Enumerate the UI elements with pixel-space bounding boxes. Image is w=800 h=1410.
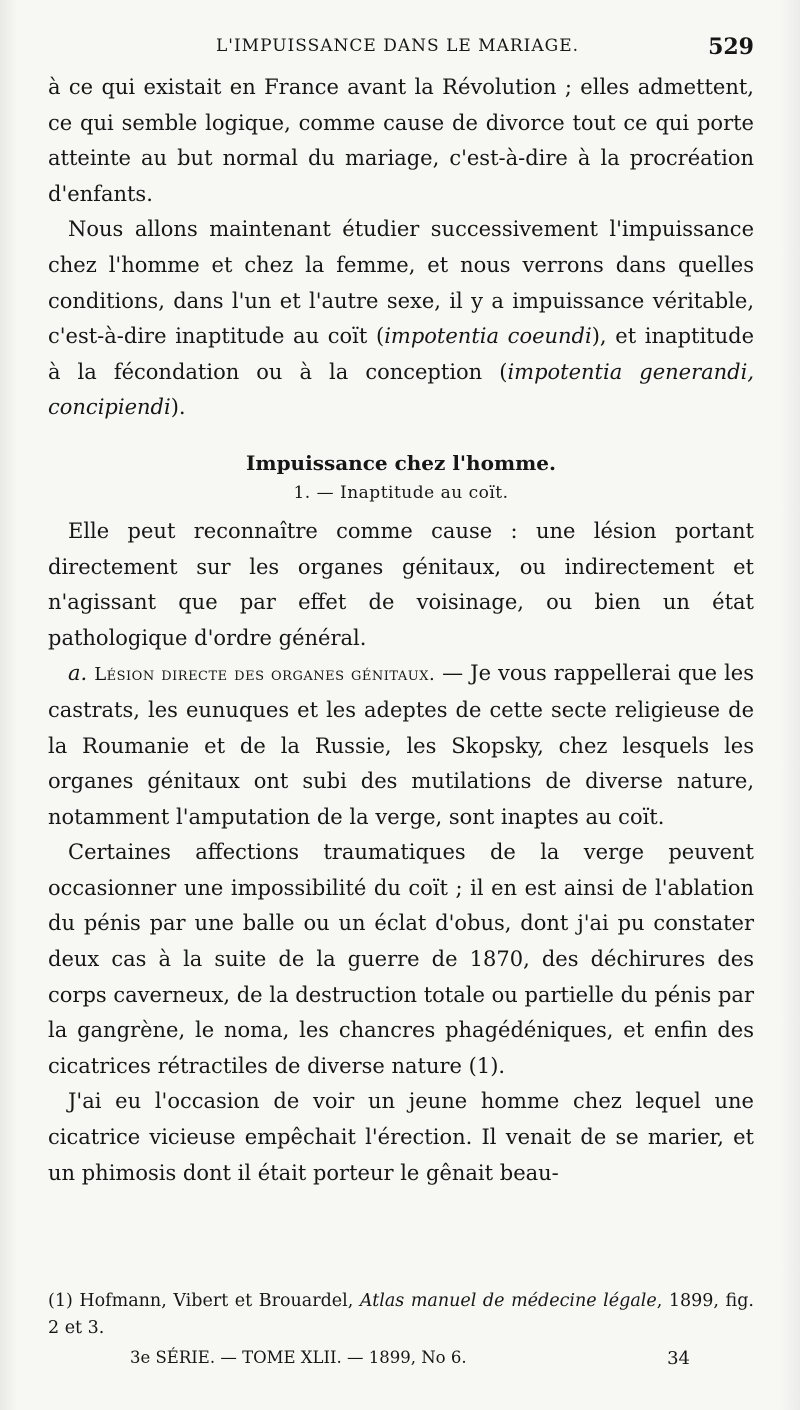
page-number: 529 bbox=[708, 34, 754, 60]
paragraph: J'ai eu l'occasion de voir un jeune homme chez lequel une cicatrice vicieuse empêchait l'érection. Il venait de se marier, et un phimosis dont il était porteur le gênait beau- bbox=[48, 1089, 754, 1185]
signature-mark: 34 bbox=[667, 1348, 690, 1369]
running-title: L'IMPUISSANCE DANS LE MARIAGE. bbox=[216, 36, 580, 56]
running-header bbox=[48, 34, 754, 64]
text-run: ), et inaptitude à la fécondation ou à la conception ( bbox=[48, 324, 754, 384]
paragraph: à ce qui existait en France avant la Révolution ; elles admettent, ce qui semble logique, comme cause de divorce tout ce qui porte atteinte au but normal du mariage, c'est-à-dire à la procréation d'enfants. bbox=[48, 75, 754, 206]
item-label: a. bbox=[68, 661, 88, 686]
latin-term: impotentia generandi, concipiendi bbox=[48, 359, 754, 420]
subsection-heading: 1. — Inaptitude au coït. bbox=[293, 482, 509, 503]
text-run: — Je vous rappellerai que les castrats, les eunuques et les adeptes de cette secte religieuse de la Roumanie et de la Russie, les Skopsky, chez lesquels les organes génitaux ont subi des mutilations de diverse nature, notamment l'amputation de la verge, sont inaptes au coït. bbox=[48, 661, 755, 829]
paragraph bbox=[48, 656, 754, 835]
footnote bbox=[48, 1288, 754, 1342]
paragraph bbox=[48, 212, 754, 426]
paragraph: Certaines affections traumatiques de la verge peuvent occasionner une impossibilité du coït ; il en est ainsi de l'ablation du pénis par une balle ou un éclat d'obus, dont j'ai pu constater deux cas à la suite de la guerre de 1870, des déchirures des corps caverneux, de la destruction totale ou partielle du pénis par la gangrène, le noma, les chancres phagédéniques, et enfin des cicatrices rétractiles de diverse nature (1). bbox=[48, 840, 754, 1078]
latin-term: impotentia coeundi bbox=[384, 324, 592, 349]
main-text bbox=[48, 70, 754, 1191]
series-line: 3e SÉRIE. — TOME XLII. — 1899, No 6. bbox=[130, 1348, 467, 1367]
section-heading: Impuissance chez l'homme. bbox=[246, 450, 556, 475]
page-footer bbox=[130, 1348, 690, 1367]
text-run: ). bbox=[170, 395, 186, 420]
text-run: Nous allons maintenant étudier successivement l'impuissance chez l'homme et chez la femme, et nous verrons dans quelles conditions, dans l'un et l'autre sexe, il y a impuissance véritable, c'est-à-dire inaptitude au coït ( bbox=[48, 217, 754, 349]
book-title: Atlas manuel de médecine légale bbox=[359, 1291, 657, 1311]
item-heading: Lésion directe des organes génitaux. bbox=[94, 664, 436, 686]
text-run: , 1899, fig. 2 et 3. bbox=[48, 1291, 754, 1338]
paragraph: Elle peut reconnaître comme cause : une lésion portant directement sur les organes génitaux, ou indirectement et n'agissant que par effet de voisinage, ou bien un état pathologique d'ordre général. bbox=[48, 518, 754, 650]
text-run: (1) Hofmann, Vibert et Brouardel, bbox=[48, 1291, 360, 1311]
